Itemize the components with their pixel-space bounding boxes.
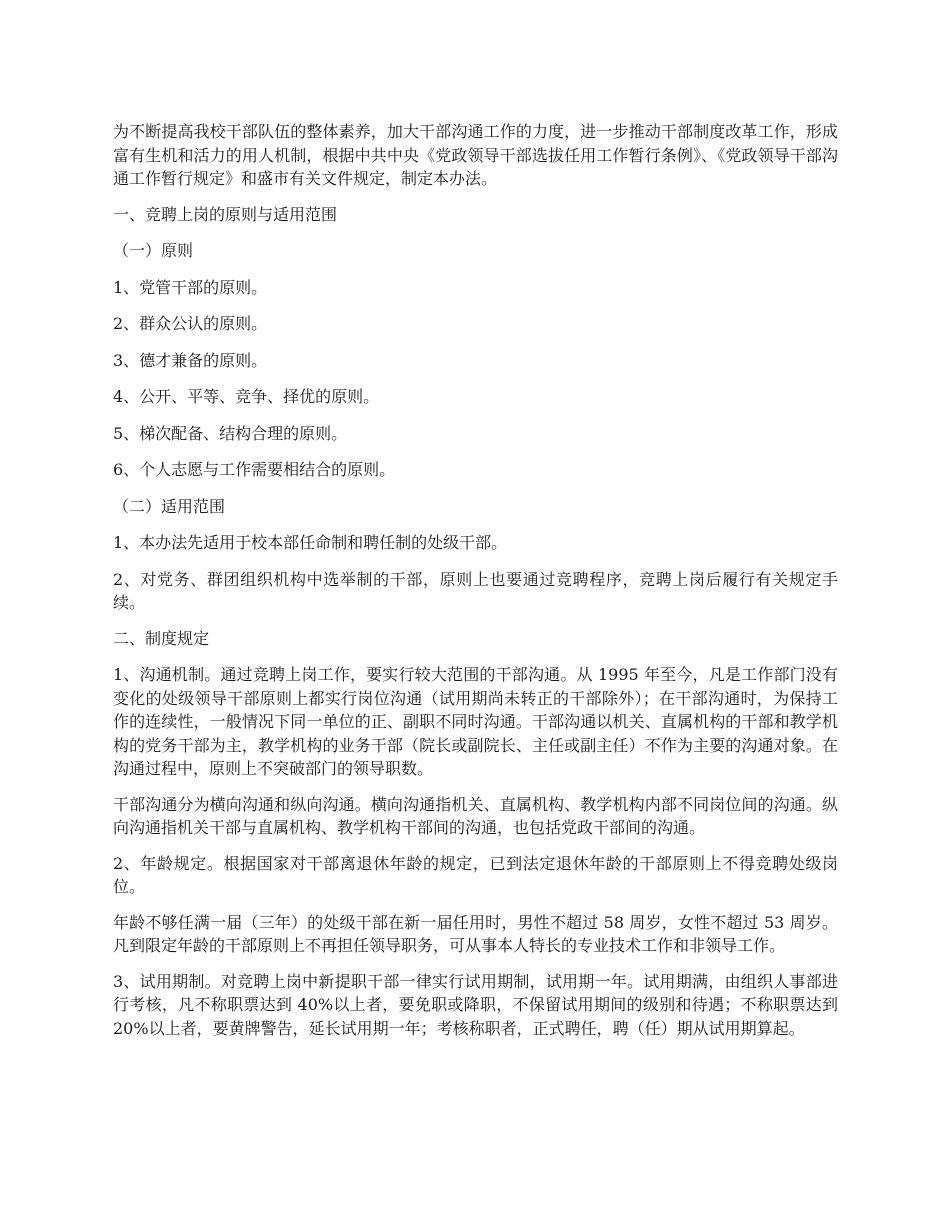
principle-item-5: 5、梯次配备、结构合理的原则。 [113, 423, 348, 443]
intro-paragraph: 为不断提高我校干部队伍的整体素养，加大干部沟通工作的力度，进一步推动干部制度改革工作，形成富有生机和活力的用人机制，根据中共中央《党政领导干部选拔任用工作暂行条例》、《党政领导干部沟通工作暂行规定》和盛市有关文件规定，制定本办法。 [113, 122, 838, 188]
principle-item-4: 4、公开、平等、竞争、择优的原则。 [113, 387, 380, 406]
rule-age-detail: 年龄不够任满一届（三年）的处级干部在新一届任用时，男性不超过 58 周岁，女性不超过 53 周岁。凡到限定年龄的干部原则上不再担任领导职务，可从事本人特长的专业技术工作和非领导工作。 [113, 912, 838, 955]
principle-item-2: 2、群众公认的原则。 [113, 314, 268, 333]
subsection-heading-principles: （一）原则 [113, 241, 194, 260]
principle-item-3: 3、德才兼备的原则。 [113, 350, 268, 370]
section-heading-1: 一、竞聘上岗的原则与适用范围 [113, 204, 338, 224]
rule-probation: 3、试用期制。对竞聘上岗中新提职干部一律实行试用期制，试用期一年。试用期满，由组织人事部进行考核，凡不称职票达到 40%以上者，要免职或降职，不保留试用期间的级别和待遇；不称职票达到 20%以上者，要黄牌警告，延长试用期一年；考核称职者，正式聘任，聘（任）期从试用期算起。 [113, 971, 838, 1038]
principle-item-1: 1、党管干部的原则。 [113, 277, 268, 297]
principle-item-6: 6、个人志愿与工作需要相结合的原则。 [113, 460, 396, 479]
rule-rotation-mechanism: 1、沟通机制。通过竞聘上岗工作，要实行较大范围的干部沟通。从 1995 年至今，凡是工作部门没有变化的处级领导干部原则上都实行岗位沟通（试用期尚未转正的干部除外）；在干部沟通时，为保持工作的连续性，一般情况下同一单位的正、副职不同时沟通。干部沟通以机关、直属机构的干部和教学机构的党务干部为主，教学机构的业务干部（院长或副院长、主任或副主任）不作为主要的沟通对象。在沟通过程中，原则上不突破部门的领导职数。 [113, 665, 838, 778]
rule-rotation-types: 干部沟通分为横向沟通和纵向沟通。横向沟通指机关、直属机构、教学机构内部不同岗位间的沟通。纵向沟通指机关干部与直属机构、教学机构干部间的沟通，也包括党政干部间的沟通。 [113, 794, 838, 837]
section-heading-2: 二、制度规定 [113, 628, 210, 648]
subsection-heading-scope: （二）适用范围 [113, 496, 226, 516]
scope-item-1: 1、本办法先适用于校本部任命制和聘任制的处级干部。 [113, 533, 508, 552]
document-body [113, 120, 838, 1052]
rule-age-limit: 2、年龄规定。根据国家对干部离退休年龄的规定，已到法定退休年龄的干部原则上不得竞聘处级岗位。 [113, 853, 838, 896]
scope-item-2: 2、对党务、群团组织机构中选举制的干部，原则上也要通过竞聘程序，竞聘上岗后履行有关规定手续。 [113, 569, 838, 612]
